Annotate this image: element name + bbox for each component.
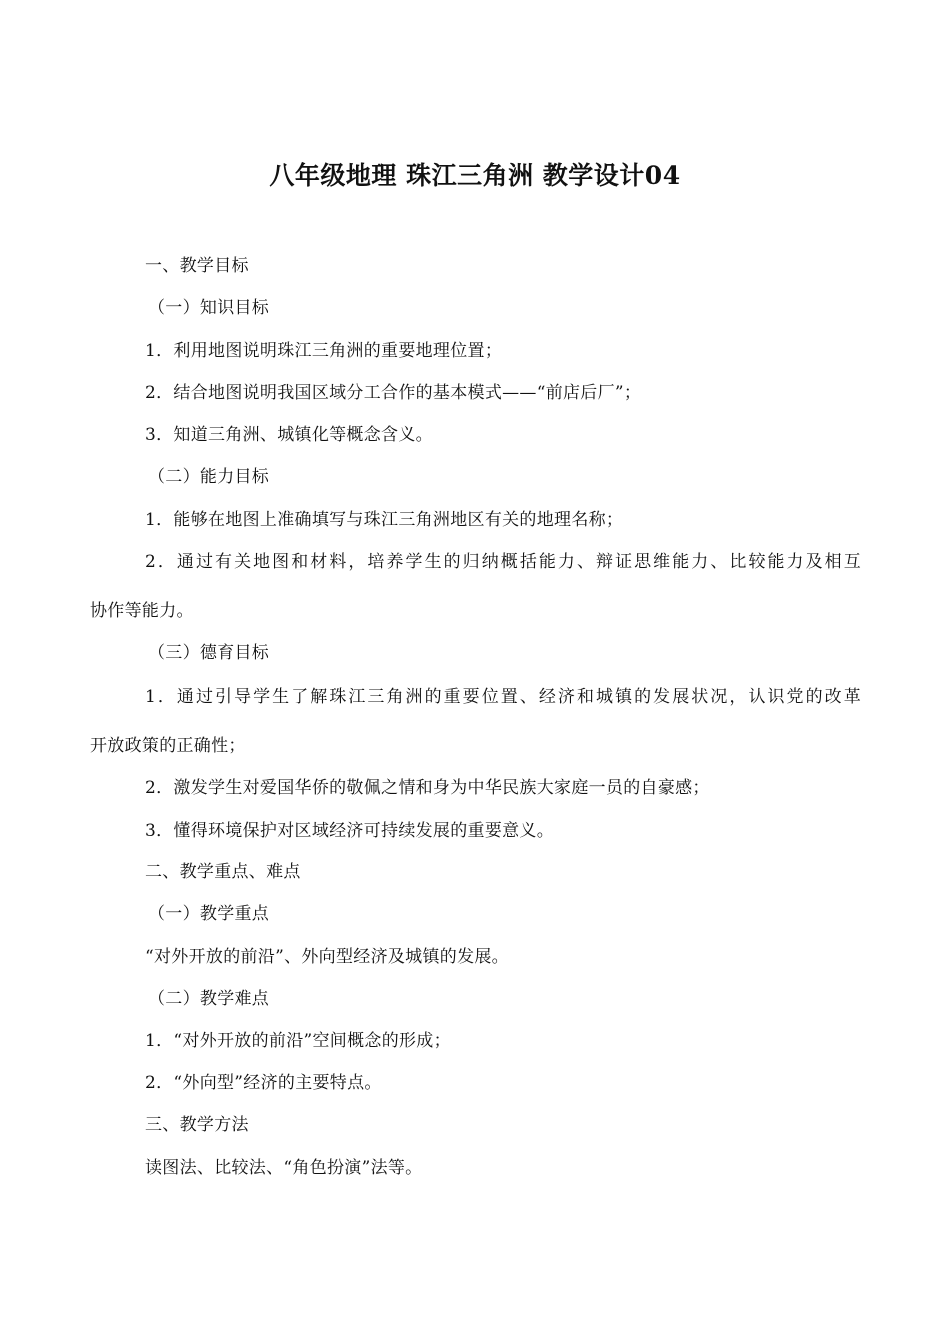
paragraph-line: 1．利用地图说明珠江三角洲的重要地理位置； bbox=[145, 341, 503, 361]
paragraph-line-text: 1．通过引导学生了解珠江三角洲的重要位置、经济和城镇的发展状况，认识党的改革 bbox=[145, 687, 861, 707]
paragraph-line: 1．能够在地图上准确填写与珠江三角洲地区有关的地理名称； bbox=[145, 510, 624, 530]
subsection-ability: （二）能力目标 bbox=[148, 467, 270, 487]
section-heading-objectives: 一、教学目标 bbox=[145, 256, 249, 276]
paragraph-line: 1．“对外开放的前沿”空间概念的形成； bbox=[145, 1031, 451, 1051]
paragraph-line: 2．“外向型”经济的主要特点。 bbox=[145, 1073, 382, 1093]
paragraph-line: 2．结合地图说明我国区域分工合作的基本模式——“前店后厂”； bbox=[145, 383, 642, 403]
document-title: 八年级地理 珠江三角洲 教学设计04 bbox=[269, 161, 681, 190]
section-heading-key-points: 二、教学重点、难点 bbox=[145, 862, 301, 882]
paragraph-line: 3．懂得环境保护对区域经济可持续发展的重要意义。 bbox=[145, 821, 555, 841]
paragraph-line bbox=[145, 548, 865, 576]
subsection-difficulty: （二）教学难点 bbox=[148, 989, 270, 1009]
paragraph-line: 3．知道三角洲、城镇化等概念含义。 bbox=[145, 425, 433, 445]
subsection-moral: （三）德育目标 bbox=[148, 643, 270, 663]
paragraph-line bbox=[145, 683, 865, 711]
paragraph-line-continued: 协作等能力。 bbox=[90, 601, 194, 621]
subsection-key-point: （一）教学重点 bbox=[148, 904, 270, 924]
section-heading-methods: 三、教学方法 bbox=[145, 1115, 249, 1135]
paragraph-line: “对外开放的前沿”、外向型经济及城镇的发展。 bbox=[145, 947, 509, 967]
paragraph-line-continued: 开放政策的正确性； bbox=[90, 736, 246, 756]
paragraph-line: 读图法、比较法、“角色扮演”法等。 bbox=[145, 1158, 423, 1178]
paragraph-line-text: 2．通过有关地图和材料，培养学生的归纳概括能力、辩证思维能力、比较能力及相互 bbox=[145, 552, 861, 572]
subsection-knowledge: （一）知识目标 bbox=[148, 298, 270, 318]
paragraph-line: 2．激发学生对爱国华侨的敬佩之情和身为中华民族大家庭一员的自豪感； bbox=[145, 778, 710, 798]
